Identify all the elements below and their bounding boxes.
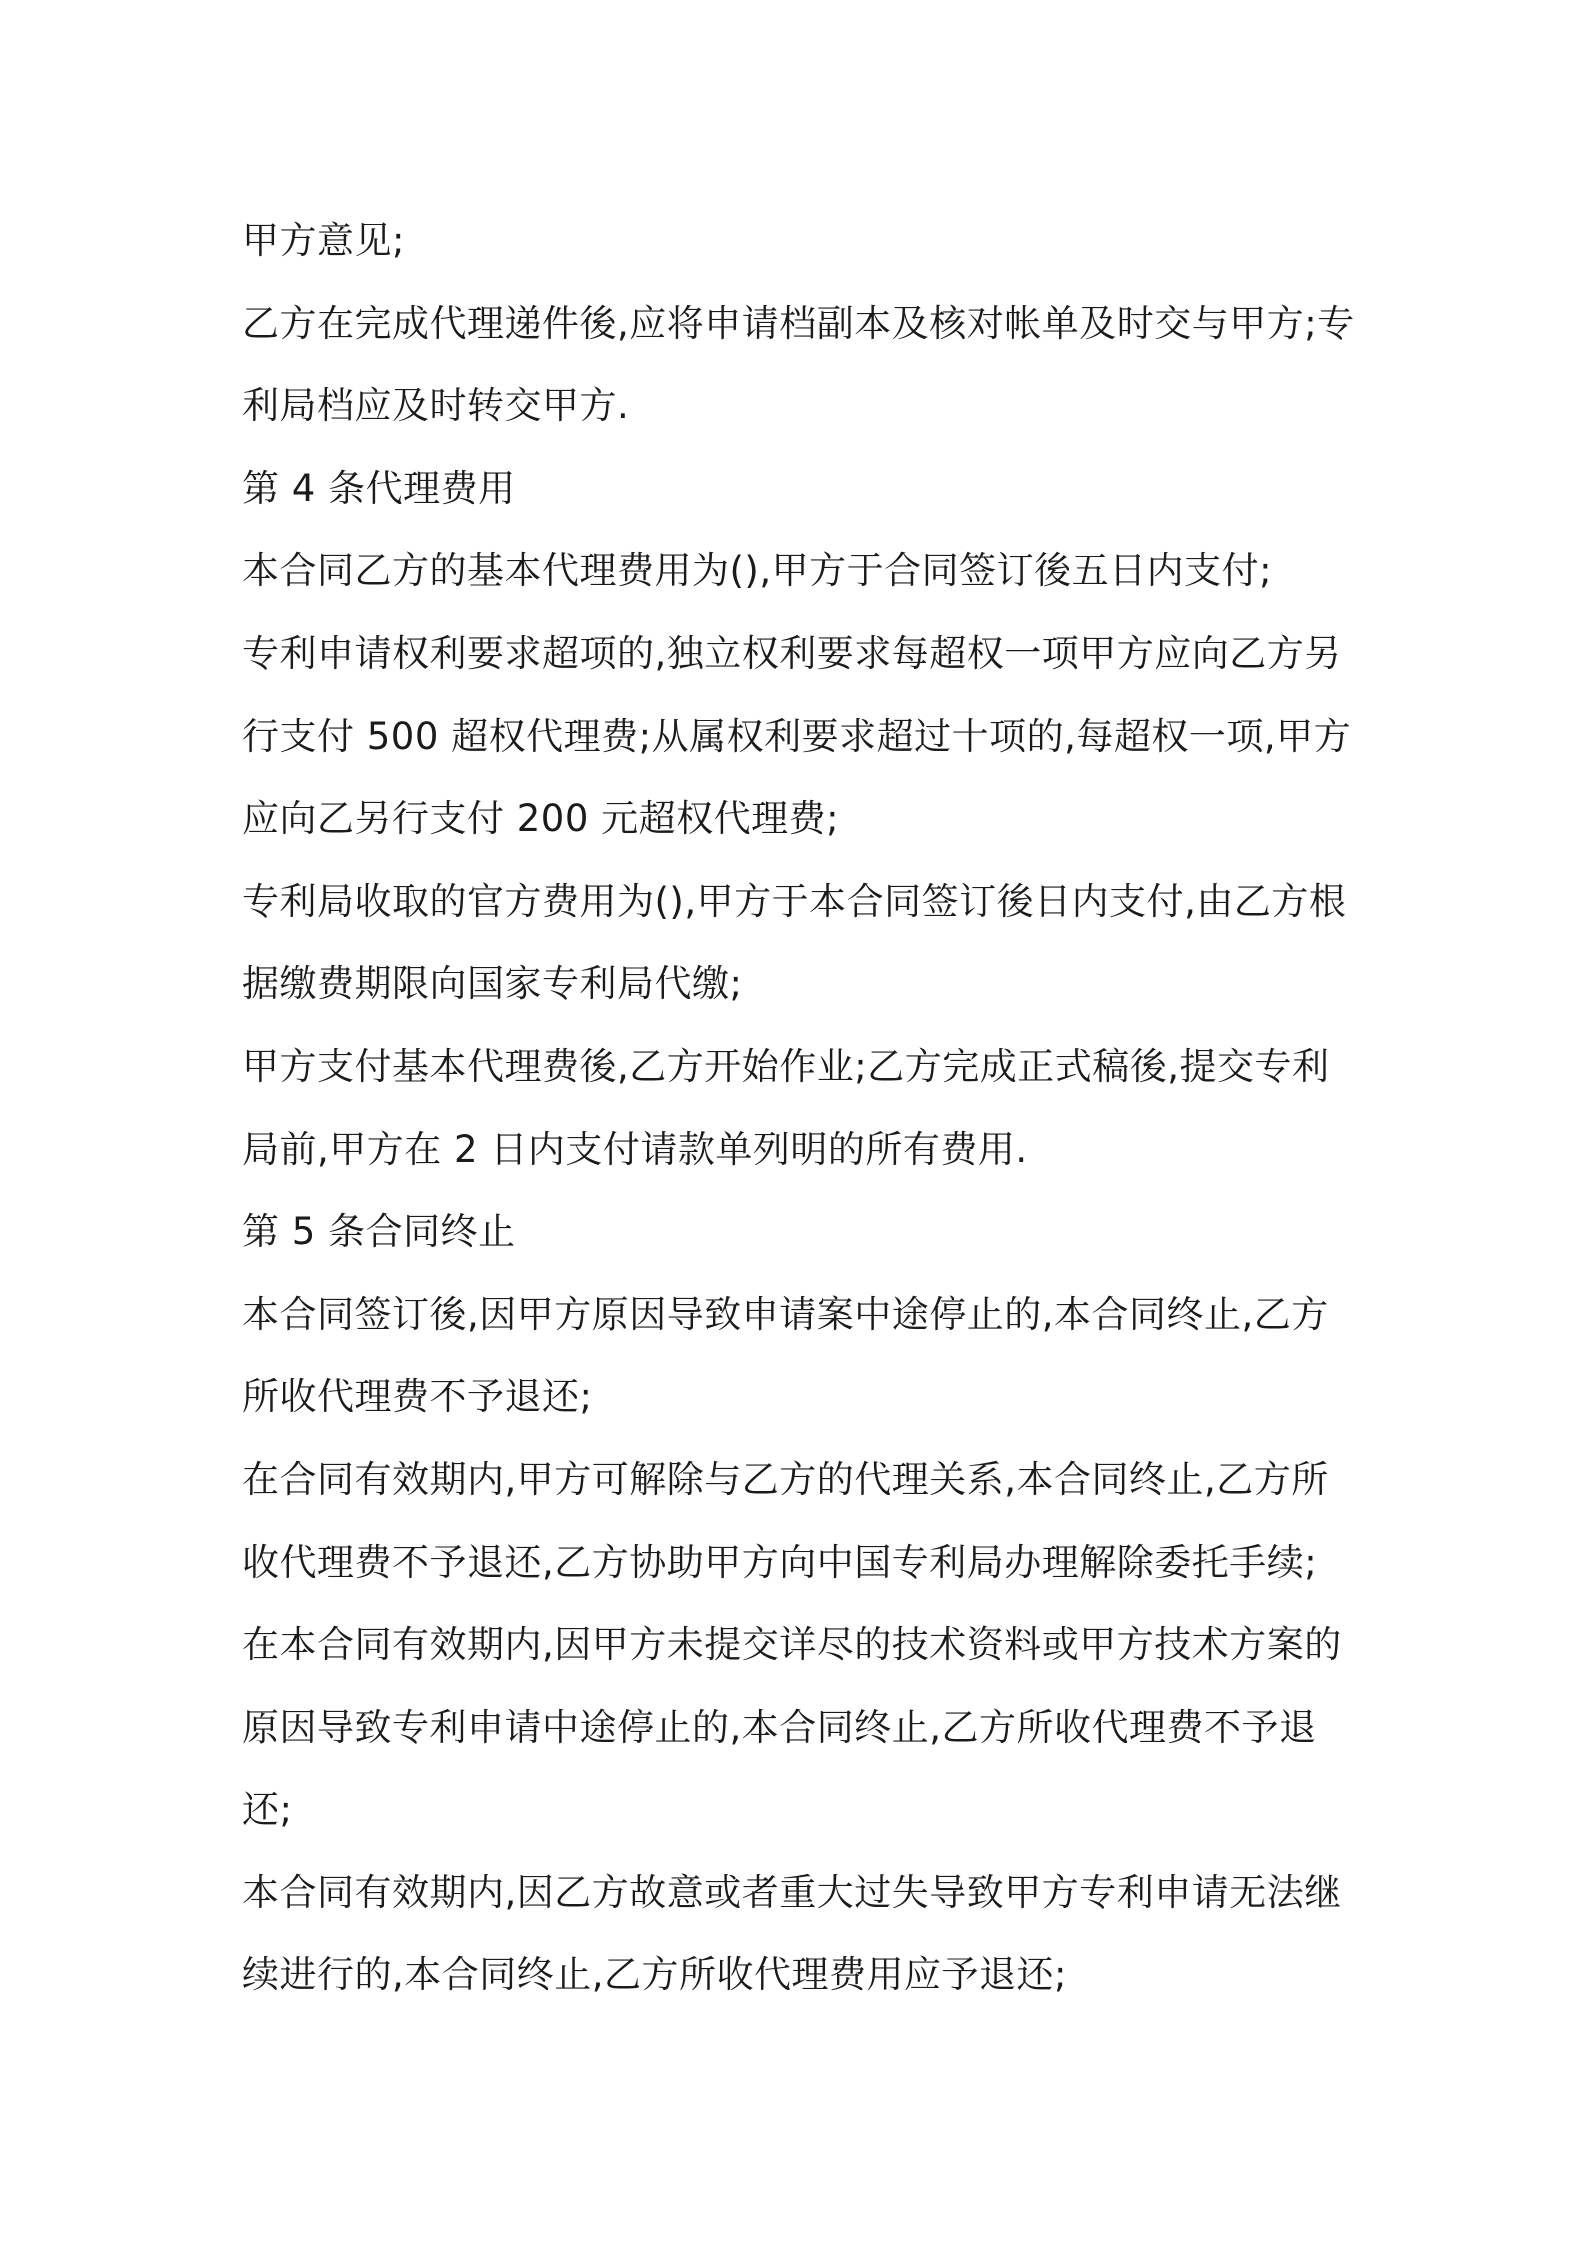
text-line: 本合同有效期内,因乙方故意或者重大过失导致甲方专利申请无法继 (242, 1870, 1342, 1914)
text-line: 局前,甲方在 2 日内支付请款单列明的所有费用. (242, 1127, 1028, 1171)
text-line: 甲方意见; (242, 219, 405, 262)
document-body (242, 200, 1372, 2017)
text-line: 在本合同有效期内,因甲方未提交详尽的技术资料或甲方技术方案的 (242, 1623, 1342, 1667)
text-line: 乙方在完成代理递件後,应将申请档副本及核对帐单及时交与甲方;专 (242, 301, 1355, 345)
text-line: 原因导致专利申请中途停止的,本合同终止,乙方所收代理费不予退 (242, 1705, 1317, 1749)
text-line: 在合同有效期内,甲方可解除与乙方的代理关系,本合同终止,乙方所 (242, 1457, 1329, 1501)
text-line: 还; (242, 1788, 293, 1832)
text-line: 据缴费期限向国家专利局代缴; (242, 962, 743, 1006)
text-line: 专利申请权利要求超项的,独立权利要求每超权一项甲方应向乙方另 (242, 631, 1342, 675)
text-line: 本合同签订後,因甲方原因导致申请案中途停止的,本合同终止,乙方 (242, 1292, 1329, 1336)
text-line: 利局档应及时转交甲方. (242, 384, 630, 428)
section-heading-5: 第 5 条合同终止 (242, 1210, 516, 1254)
text-line: 甲方支付基本代理费後,乙方开始作业;乙方完成正式稿後,提交专利 (242, 1044, 1330, 1088)
section-heading-4: 第 4 条代理费用 (242, 466, 516, 510)
text-line: 所收代理费不予退还; (242, 1375, 593, 1419)
text-line: 专利局收取的官方费用为(),甲方于本合同签订後日内支付,由乙方根 (242, 879, 1347, 923)
text-line: 应向乙另行支付 200 元超权代理费; (242, 797, 840, 841)
text-line: 行支付 500 超权代理费;从属权利要求超过十项的,每超权一项,甲方 (242, 714, 1352, 758)
text-line: 收代理费不予退还,乙方协助甲方向中国专利局办理解除委托手续; (242, 1540, 1318, 1584)
text-line: 续进行的,本合同终止,乙方所收代理费用应予退还; (242, 1953, 1067, 1997)
text-line: 本合同乙方的基本代理费用为(),甲方于合同签订後五日内支付; (242, 549, 1273, 593)
